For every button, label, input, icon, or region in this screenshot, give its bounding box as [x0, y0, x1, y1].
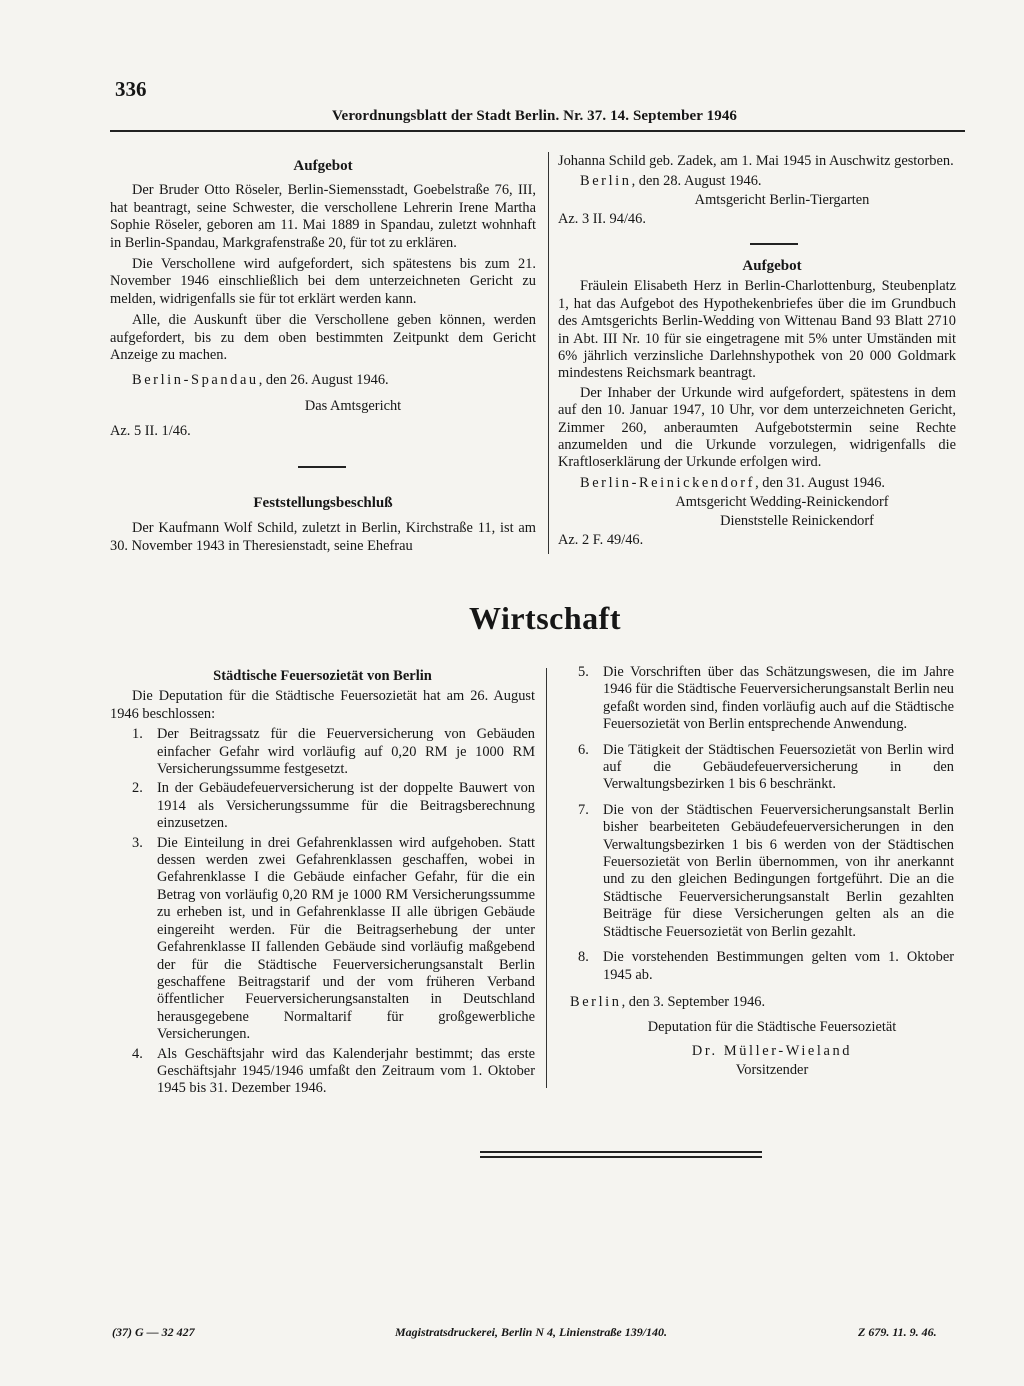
signer-role: Vorsitzender	[735, 1062, 809, 1079]
decree-item: 2. In der Gebäudefeuerversicherung ist der doppelte Bauwert von 1914 als Versicherungssumme für die Beitragsberechnung einzusetzen.	[132, 780, 535, 832]
court-name: Amtsgericht Wedding-Reinickendorf	[675, 494, 889, 511]
notice-aufgebot-reinickendorf	[558, 258, 956, 550]
decree-item: 6. Die Tätigkeit der Städtischen Feuersozietät von Berlin wird auf die Gebäudefeuerversicherung in den Verwaltungsbezirken 1 bis 6 beschränkt.	[578, 741, 954, 793]
dateline-date: , den 3. September 1946.	[621, 994, 766, 1010]
section-title: Wirtschaft	[469, 600, 621, 636]
footer-print-code: (37) G — 32 427	[112, 1325, 195, 1339]
decree-title: Städtische Feuersozietät von Berlin	[213, 668, 432, 684]
running-head: Verordnungsblatt der Stadt Berlin. Nr. 37. 14. September 1946	[332, 108, 738, 124]
notice-paragraph: Fräulein Elisabeth Herz in Berlin-Charlottenburg, Steubenplatz 1, hat das Aufgebot des Hypothekenbriefes über die im Grundbuch des Amtsgerichts Berlin-Wedding von Wittenau Band 93 Blatt 2710 in Abt. III Nr. 10 für sie eingetragene mit 5% unter Umständen mit 6% jährlich verzinsliche Darlehnshypothek von 20 000 Goldmark mindestens Reichsmark beantragt.	[558, 278, 956, 382]
notice-paragraph: Der Inhaber der Urkunde wird aufgefordert, spätestens in dem auf den 10. Januar 1947, 10 Uhr, vor dem unterzeichneten Gericht, Zimmer 260, anberaumten Aufgebotstermin seine Rechte anzumelden und die Urkunde vorzulegen, widrigenfalls die Kraftloserklärung der Urkunde erfolgen wird.	[558, 384, 956, 471]
column-rule	[548, 152, 549, 554]
dateline-date: , den 31. August 1946.	[755, 474, 886, 491]
notice-title: Aufgebot	[293, 158, 353, 174]
decree-item: 3. Die Einteilung in drei Gefahrenklassen wird aufgehoben. Statt dessen werden zwei Gefahrenklassen geschaffen, wobei in Gefahrenklasse I die Gebäude einfacher Gefahr, für die ein Betrag von vorläufig 0,20 RM je 1000 RM Versicherungssumme zu erheben ist, und in Gefahrenklasse II alle übrigen Gebäude eingereiht werden. Für die Beitragserhebung der unter Gefahrenklasse II fallenden Gebäude sind vorläufig maßgebend der für die Städtische Feuerversicherungsanstalt Berlin geschaffene Beitragstarif und der vom früheren Verband öffentlicher Feuerversicherungsanstalten in Deutschland herausgegebene Normaltarif für großgewerbliche Versicherungen.	[132, 834, 535, 1043]
decree-right-column	[578, 664, 954, 984]
signer-name: Dr. Müller-Wieland	[691, 1042, 853, 1059]
dateline-date: , den 28. August 1946.	[631, 173, 762, 190]
notice-paragraph: Der Bruder Otto Röseler, Berlin-Siemensstadt, Goebelstraße 76, III, hat beantragt, seine Schwester, die verschollene Lehrerin Irene Martha Sophie Röseler, geboren am 11. Mai 1889 in Spandau, zuletzt wohnhaft in Berlin-Spandau, Markgrafenstraße 20, für tot zu erklären.	[110, 182, 536, 251]
notice-title: Aufgebot	[742, 258, 802, 274]
decree-item: 1. Der Beitragssatz für die Feuerversicherung von Gebäuden einfacher Gefahr wird vorläufig auf 0,20 RM je 1000 RM Versicherungssumme festgesetzt.	[132, 726, 535, 778]
notice-paragraph: Der Kaufmann Wolf Schild, zuletzt in Berlin, Kirchstraße 11, ist am 30. November 1943 in Theresienstadt, seine Ehefrau	[110, 520, 536, 554]
decree-items-right	[578, 664, 954, 984]
page-number: 336	[115, 77, 147, 101]
notice-dateline	[110, 372, 536, 389]
column-rule	[546, 668, 547, 1088]
notice-dateline	[558, 475, 956, 492]
section-divider	[298, 466, 346, 468]
court-office: Dienststelle Reinickendorf	[720, 512, 874, 529]
notice-feststellungsbeschluss	[110, 495, 536, 555]
case-reference: Az. 3 II. 94/46.	[558, 211, 646, 228]
notice-paragraph: Die Verschollene wird aufgefordert, sich spätestens bis zum 21. November 1946 einschließlich bei dem unterzeichneten Gericht zu melden, widrigenfalls sie für tot erklärt werden kann.	[110, 256, 536, 307]
decree-intro: Die Deputation für die Städtische Feuersozietät hat am 26. August 1946 beschlossen:	[110, 688, 535, 722]
decree-dateline	[570, 994, 954, 1011]
decree-item: 5. Die Vorschriften über das Schätzungswesen, die im Jahre 1946 für die Städtische Feuerversicherungsanstalt Berlin neu gefaßt worden sind, finden vorläufig auch auf die Städtische Feuersozietät von Berlin entsprechende Anwendung.	[578, 664, 954, 733]
notice-aufgebot-spandau	[110, 158, 536, 441]
decree-items-left	[110, 726, 535, 1098]
decree-left-column	[110, 668, 535, 1098]
case-reference: Az. 2 F. 49/46.	[558, 532, 644, 549]
dateline-place: Berlin-Reinickendorf	[580, 474, 756, 491]
dateline-place: Berlin	[580, 173, 632, 190]
signer-organization: Deputation für die Städtische Feuersozietät	[647, 1019, 897, 1036]
footer-printer: Magistratsdruckerei, Berlin N 4, Linienstraße 139/140.	[395, 1325, 668, 1339]
notice-dateline	[558, 173, 956, 190]
footer-order-number: Z 679. 11. 9. 46.	[858, 1325, 937, 1339]
decree-item: 8. Die vorstehenden Bestimmungen gelten vom 1. Oktober 1945 ab.	[578, 949, 954, 983]
case-reference: Az. 5 II. 1/46.	[110, 423, 191, 440]
notice-paragraph: Alle, die Auskunft über die Verschollene geben können, werden aufgefordert, bis zu dem oben bestimmten Zeitpunkt dem Gericht Anzeige zu machen.	[110, 312, 536, 364]
decree-item: 4. Als Geschäftsjahr wird das Kalenderjahr bestimmt; das erste Geschäftsjahr 1945/1946 umfaßt den Zeitraum vom 1. Oktober 1945 bis 31. Dezember 1946.	[132, 1045, 535, 1097]
court-name: Das Amtsgericht	[304, 397, 402, 414]
notice-paragraph: Johanna Schild geb. Zadek, am 1. Mai 1945 in Auschwitz gestorben.	[558, 153, 954, 169]
notice-title: Feststellungsbeschluß	[253, 495, 393, 511]
dateline-place: Berlin	[570, 994, 622, 1010]
notice-continuation	[558, 153, 956, 229]
dateline-date: , den 26. August 1946.	[258, 372, 389, 389]
dateline-place: Berlin-Spandau	[132, 372, 259, 389]
closing-double-rule	[480, 1151, 762, 1158]
header-rule	[110, 130, 965, 132]
decree-item: 7. Die von der Städtischen Feuerversicherungsanstalt Berlin bisher bearbeiteten Gebäudefeuerversicherungen in den Verwaltungsbezirken 1 bis 6 werden von der Städtischen Feuersozietät von Berlin übernommen, von ihr anerkannt und zu den gleichen Bedingungen fortgeführt. Die an die Städtische Feuerversicherungsanstalt Berlin gezahlten Beiträge für diese Versicherungen gelten als an die Städtische Feuersozietät von Berlin gezahlt.	[578, 801, 954, 940]
section-divider	[750, 243, 798, 245]
decree-signature	[570, 994, 954, 1080]
court-name: Amtsgericht Berlin-Tiergarten	[694, 191, 870, 208]
